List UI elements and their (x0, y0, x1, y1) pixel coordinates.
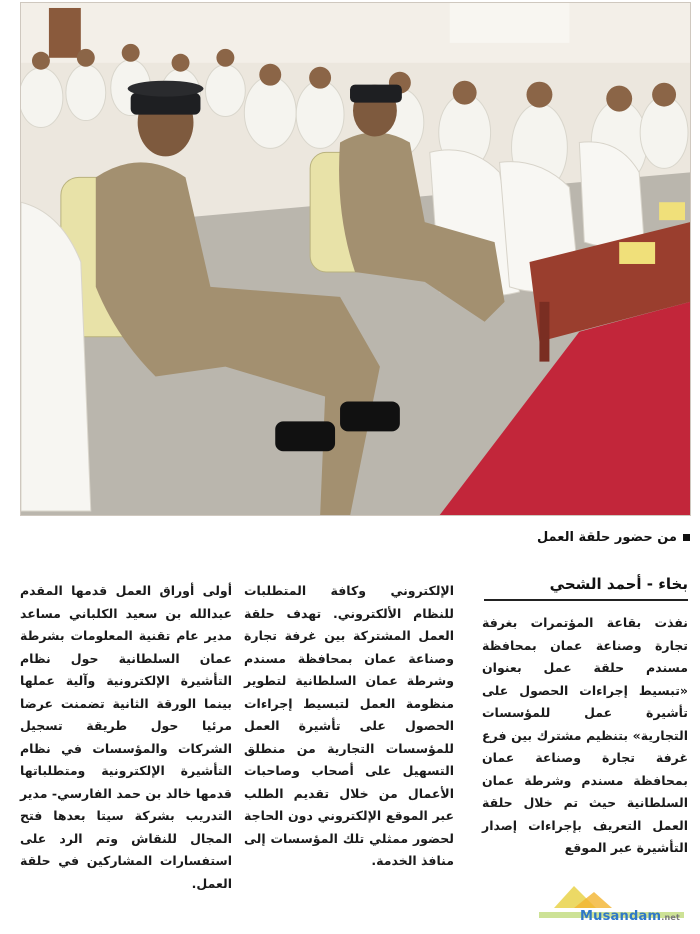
article-column-1: نفذت بقاعة المؤتمرات بغرفة تجارة وصناعة عمان بمحافظة مسندم حلقة عمل بعنوان «تبسيط إجراءات الحصول على تأشيرة عمل للمؤسسات التجارية» بتنظيم مشترك بين فرع غرفة تجارة وصناعة عمان بمحافظة مسندم وشرطة عمان السلطانية حيث تم خلال حلقة العمل التعريف بإجراءات إصدار التأشيرة عبر الموقع (482, 615, 688, 855)
watermark-text (580, 909, 680, 924)
article-column-2: الإلكتروني وكافة المتطلبات للنظام الألكتروني. تهدف حلقة العمل المشتركة بين غرفة تجارة وصناعة عمان بمحافظة مسندم وشرطة عمان السلطانية لتطوير منظومة العمل لتبسيط إجراءات الحصول على تأشيرة العمل للمؤسسات التجارية من منطلق التسهيل على أصحاب وصاحبات الأعمال من خلال تقديم الطلب عبر الموقع الإلكتروني دون الحاجة لحضور ممثلي تلك المؤسسات إلى منافذ الخدمة. (244, 583, 454, 868)
watermark-suffix: .net (661, 913, 680, 922)
meeting-audience-photo-icon (21, 3, 690, 515)
musandam-watermark (534, 878, 686, 930)
watermark-name: Musandam (580, 909, 662, 924)
photo-caption (537, 530, 690, 545)
caption-square-icon (683, 534, 690, 541)
caption-text: من حضور حلقة العمل (536, 530, 677, 545)
news-photo (20, 2, 691, 516)
byline: بخاء - أحمد الشحي (484, 575, 688, 601)
article-column-3: أولى أوراق العمل قدمها المقدم عبدالله بن سعيد الكلباني مساعد مدير عام تقنية المعلومات بشرطة عمان السلطانية حول نظام التأشيرة الإلكترونية وآلية عملها بينما الورقة الثانية تضمنت عرضا مرئيا حول طريقة تسجيل الشركات والمؤسسات في نظام التأشيرة الإلكترونية ومتطلباتها قدمها خالد بن حمد الفارسي- مدير التدريب بشركة سيتا بعدها فتح المجال للنقاش وتم الرد على استفسارات المشاركين في حلقة العمل. (20, 583, 232, 891)
